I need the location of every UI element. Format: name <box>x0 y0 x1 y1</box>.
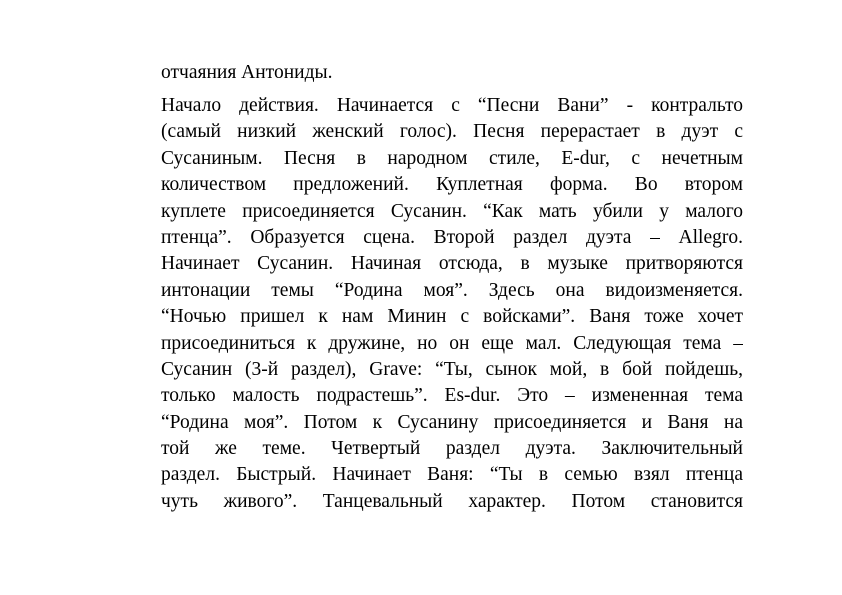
text-line: только малость подрастешь”. Es-dur. Это – измененная тема <box>161 385 743 407</box>
text-line: той же теме. Четвертый раздел дуэта. Заключительный <box>161 438 743 460</box>
text-line: присоединиться к дружине, но он еще мал. Следующая тема – <box>161 332 743 354</box>
body-text <box>161 60 743 515</box>
text-line: “Родина моя”. Потом к Сусанину присоединяется и Ваня на <box>161 411 743 433</box>
text-line: птенца”. Образуется сцена. Второй раздел дуэта – Allegro. <box>161 226 743 248</box>
text-line: интонации темы “Родина моя”. Здесь она видоизменяется. <box>161 279 743 301</box>
text-line: “Ночью пришел к нам Минин с войсками”. Ваня тоже хочет <box>161 306 743 328</box>
text-line: чуть живого”. Танцевальный характер. Потом становится <box>161 490 743 512</box>
text-line: (самый низкий женский голос). Песня перерастает в дуэт с <box>161 121 743 143</box>
text-line: количеством предложений. Куплетная форма. Во втором <box>161 174 743 196</box>
text-line: Начинает Сусанин. Начиная отсюда, в музыке притворяются <box>161 253 743 275</box>
paragraph <box>161 93 743 515</box>
continuation-line: отчаяния Антониды. <box>161 62 333 83</box>
text-line: раздел. Быстрый. Начинает Ваня: “Ты в семью взял птенца <box>161 464 743 486</box>
text-line: Сусаниным. Песня в народном стиле, E-dur, с нечетным <box>161 147 743 169</box>
text-line: Начало действия. Начинается с “Песни Вани” - контральто <box>161 95 743 116</box>
text-line: куплете присоединяется Сусанин. “Как мать убили у малого <box>161 200 743 222</box>
text-line: Сусанин (3-й раздел), Grave: “Ты, сынок мой, в бой пойдешь, <box>161 358 743 380</box>
